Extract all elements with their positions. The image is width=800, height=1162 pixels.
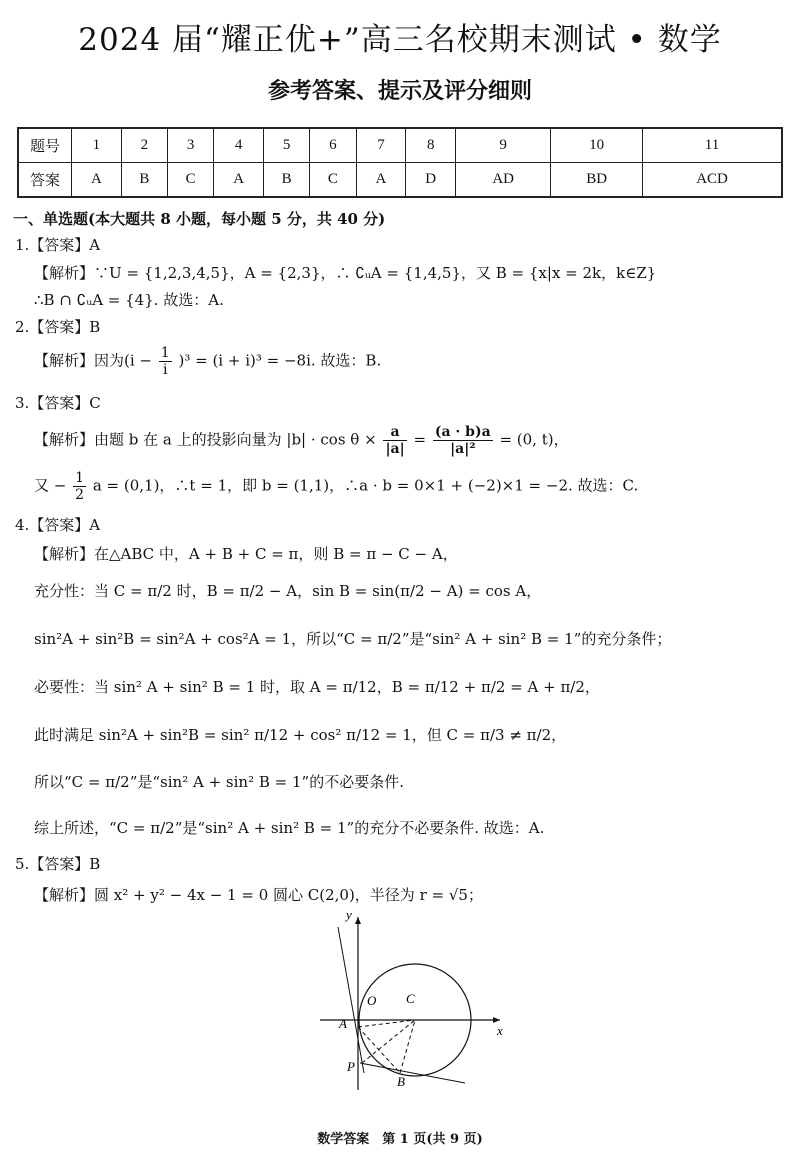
numerator: a [383,424,406,441]
table-cell: 5 [264,128,310,163]
table-cell: 8 [406,128,456,163]
q5-solution-line: 【解析】圆 x² + y² − 4x − 1 = 0 圆心 C(2,0)，半径为 r = √5； [34,886,483,904]
q1-answer: 1.【答案】A [15,236,101,254]
text: 【解析】因为(i − [34,351,152,370]
table-cell: 答案 [18,163,72,198]
q3-solution-line [34,424,569,457]
denominator: 2 [75,487,85,504]
numerator: (a · b)a [434,424,491,440]
y-label: y [346,907,352,922]
q4-solution-line: 【解析】在△ABC 中，A + B + C = π，则 B = π − C − A， [34,545,458,563]
q4-solution-line: sin²A + sin²B = sin²A + cos²A = 1，所以“C = π/2”是“sin² A + sin² B = 1”的充分条件； [34,630,672,648]
segment-ac [358,1020,415,1027]
table-cell: 7 [356,128,406,163]
q3-answer: 3.【答案】C [15,394,101,412]
table-cell: C [168,163,214,198]
table-cell: A [214,163,264,198]
numerator: 1 [160,345,170,361]
text: = (0, t)， [499,430,569,449]
fraction [383,424,406,457]
tangent-line-pa [338,927,364,1073]
answer-table [17,127,783,198]
q1-solution-line: ∴B ∩ ∁ᵤA = {4}. 故选：A. [34,291,224,309]
page-title: 2024 届“耀正优+”高三名校期末测试 • 数学 [78,22,722,58]
q2-solution-line [34,345,381,378]
text: 又 − [34,476,67,495]
table-cell: A [72,163,122,198]
fraction [73,470,86,503]
table-cell: 10 [551,128,643,163]
q4-solution-line: 充分性：当 C = π/2 时，B = π/2 − A，sin B = sin(π/2 − A) = cos A， [34,582,542,600]
origin-label: O [367,993,377,1008]
table-cell: 11 [643,128,782,163]
fraction [433,424,493,457]
geometry-figure [300,905,510,1095]
q4-solution-line: 所以“C = π/2”是“sin² A + sin² B = 1”的不必要条件. [34,773,404,791]
fraction [159,345,172,378]
q4-solution-line: 此时满足 sin²A + sin²B = sin² π/12 + cos² π/12 = 1，但 C = π/3 ≠ π/2， [34,726,567,744]
table-cell: 1 [72,128,122,163]
table-cell: 6 [310,128,356,163]
text: a = (0,1)，∴t = 1，即 b = (1,1)，∴a · b = 0×1 + (−2)×1 = −2. 故选：C. [92,476,639,495]
numerator: 1 [75,470,85,486]
point-a-label: A [339,1016,347,1031]
point-p-label: P [347,1059,355,1074]
q1-solution-line: 【解析】∵U = {1,2,3,4,5}，A = {2,3}，∴ ∁ᵤA = {1,4,5}，又 B = {x|x = 2k，k∈Z} [34,264,657,282]
table-cell: C [310,163,356,198]
page-subtitle: 参考答案、提示及评分细则 [267,78,532,104]
table-cell: 3 [168,128,214,163]
point-b-label: B [397,1074,405,1089]
y-axis-arrow [355,917,361,924]
denominator: i [163,362,168,379]
q4-solution-line: 综上所述，“C = π/2”是“sin² A + sin² B = 1”的充分不必要条件. 故选：A. [34,819,545,837]
text: = [413,430,427,449]
text: 【解析】由题 b 在 a 上的投影向量为 |b| · cos θ × [34,430,377,449]
table-cell: 9 [456,128,551,163]
table-row [18,128,782,163]
point-c-label: C [406,991,415,1006]
table-cell: A [356,163,406,198]
q4-answer: 4.【答案】A [15,516,101,534]
section-heading: 一、单选题(本大题共 8 小题，每小题 5 分，共 40 分) [13,210,386,228]
table-row [18,163,782,198]
table-cell: D [406,163,456,198]
table-cell: B [121,163,167,198]
table-cell: 4 [214,128,264,163]
text: )³ = (i + i)³ = −8i. 故选：B. [178,351,382,370]
segment-pc [362,1020,415,1063]
table-cell: BD [551,163,643,198]
denominator: |a|² [450,441,476,458]
tangent-line-pb [360,1063,465,1083]
table-cell: AD [456,163,551,198]
table-cell: 题号 [18,128,72,163]
q2-answer: 2.【答案】B [15,318,101,336]
table-cell: ACD [643,163,782,198]
q5-answer: 5.【答案】B [15,855,101,873]
segment-ab [358,1027,400,1073]
x-label: x [497,1023,503,1038]
q3-solution-line [34,470,638,503]
page-footer: 数学答案 第 1 页(共 9 页) [317,1132,483,1147]
segment-bc [400,1020,415,1073]
denominator: |a| [385,441,405,458]
table-cell: 2 [121,128,167,163]
q4-solution-line: 必要性：当 sin² A + sin² B = 1 时，取 A = π/12，B = π/12 + π/2 = A + π/2， [34,678,600,696]
table-cell: B [264,163,310,198]
